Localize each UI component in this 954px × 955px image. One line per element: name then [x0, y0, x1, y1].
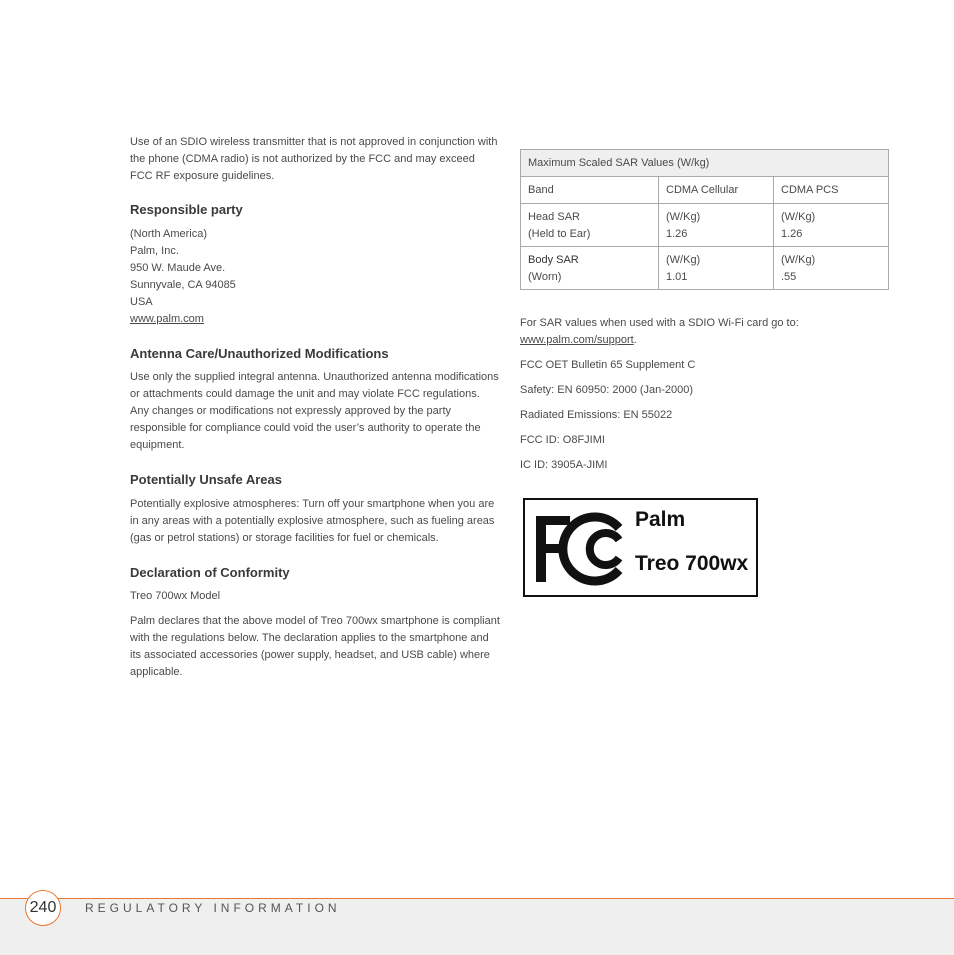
address-line: (North America) — [130, 228, 208, 240]
table-title-row — [521, 150, 889, 177]
unit: (W/Kg) — [781, 254, 816, 266]
cellular-cell — [659, 247, 774, 290]
row-label-cell — [521, 204, 659, 247]
value: .55 — [781, 271, 797, 283]
row-sublabel: (Worn) — [528, 271, 562, 283]
pcs-cell — [774, 204, 889, 247]
value: 1.01 — [666, 271, 688, 283]
right-column — [520, 315, 900, 474]
fcc-label — [523, 498, 758, 597]
page-number: 240 — [25, 890, 61, 926]
list-item: IC ID: 3905A-JIMI — [520, 459, 608, 471]
cellular-cell — [659, 204, 774, 247]
value: 1.26 — [781, 228, 803, 240]
header-band: Band — [521, 177, 659, 204]
responsible-party-address — [130, 226, 500, 328]
row-label: Head SAR — [528, 211, 580, 223]
address-line: Palm, Inc. — [130, 245, 179, 257]
fcc-brand: Palm — [635, 508, 686, 531]
pcs-cell — [774, 247, 889, 290]
header-cdma-cellular: CDMA Cellular — [659, 177, 774, 204]
unsafe-areas-heading: Potentially Unsafe Areas — [130, 472, 282, 487]
row-label: Body SAR — [528, 254, 579, 266]
conformity-text: Palm declares that the above model of Treo 700wx smartphone is compliant with the regulations below. The declaration applies to the smartphone and its associated accessories (power supply, headset, and USB cable) where applicable. — [130, 615, 500, 678]
section-title: REGULATORY INFORMATION — [85, 901, 341, 915]
table-header-row — [521, 177, 889, 204]
unit: (W/Kg) — [781, 211, 816, 223]
left-column — [130, 134, 500, 681]
sar-table — [520, 149, 889, 290]
list-item: Radiated Emissions: EN 55022 — [520, 409, 673, 421]
antenna-heading: Antenna Care/Unauthorized Modifications — [130, 346, 389, 361]
responsible-party-heading: Responsible party — [130, 202, 243, 217]
antenna-text: Use only the supplied integral antenna. Unauthorized antenna modifications or attachments could damage the unit and may violate FCC regulations. Any changes or modifications not expressly approved by the party responsible for compliance could void the user’s authority to operate the equipment. — [130, 371, 499, 451]
table-title: Maximum Scaled SAR Values (W/kg) — [521, 150, 889, 177]
conformity-model: Treo 700wx Model — [130, 590, 221, 602]
unit: (W/Kg) — [666, 254, 701, 266]
row-label-cell — [521, 247, 659, 290]
unit: (W/Kg) — [666, 211, 701, 223]
header-cdma-pcs: CDMA PCS — [774, 177, 889, 204]
row-sublabel: (Held to Ear) — [528, 228, 591, 240]
palm-support-link[interactable]: www.palm.com/support — [520, 334, 634, 346]
palm-website-link[interactable]: www.palm.com — [130, 313, 204, 325]
address-line: 950 W. Maude Ave. — [130, 262, 226, 274]
unsafe-areas-text: Potentially explosive atmospheres: Turn off your smartphone when you are in any areas with a potentially explosive atmosphere, such as fueling areas (gas or petrol stations) or storage facilities for fuel or chemicals. — [130, 498, 495, 544]
conformity-heading: Declaration of Conformity — [130, 565, 290, 580]
list-item: Safety: EN 60950: 2000 (Jan-2000) — [520, 384, 694, 396]
value: 1.26 — [666, 228, 688, 240]
sar-note-period: . — [633, 334, 637, 346]
table-row — [521, 247, 889, 290]
fcc-logo-icon — [533, 512, 633, 592]
intro-text: Use of an SDIO wireless transmitter that is not approved in conjunction with the phone (CDMA radio) is not authorized by the FCC and may exceed FCC RF exposure guidelines. — [130, 136, 498, 182]
list-item: FCC ID: O8FJIMI — [520, 434, 605, 446]
address-line: USA — [130, 296, 153, 308]
fcc-model: Treo 700wx — [635, 552, 749, 575]
sar-note-text: For SAR values when used with a SDIO Wi-Fi card go to: — [520, 317, 799, 329]
sar-note — [520, 315, 900, 349]
address-line: Sunnyvale, CA 94085 — [130, 279, 236, 291]
list-item: FCC OET Bulletin 65 Supplement C — [520, 359, 696, 371]
table-row — [521, 204, 889, 247]
